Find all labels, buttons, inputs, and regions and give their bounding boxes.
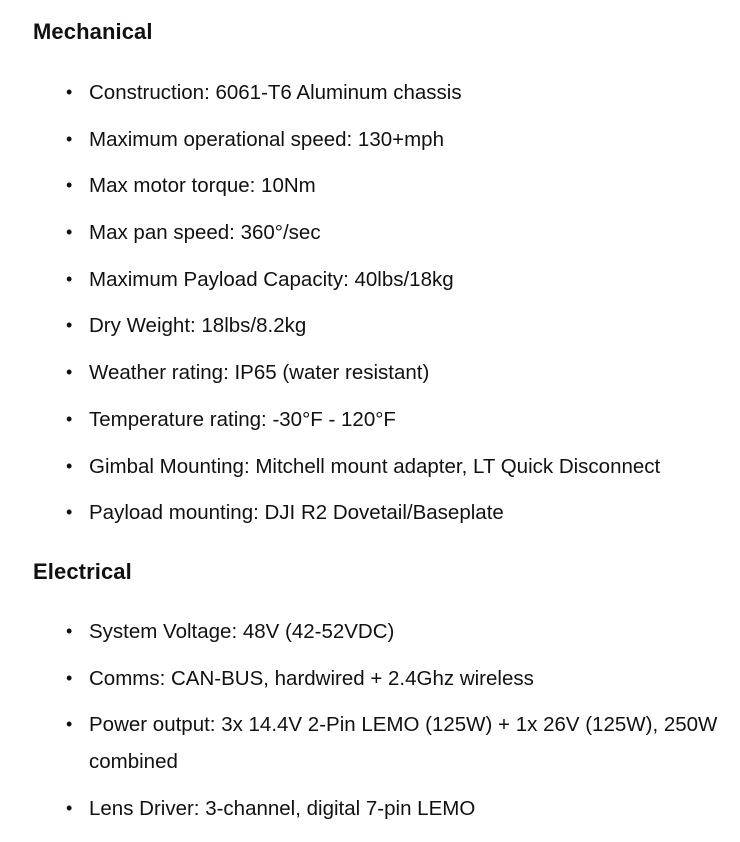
spec-item-text: Power output: 3x 14.4V 2-Pin LEMO (125W) + 1x 26V (125W), 250W combined (89, 713, 718, 774)
section-heading-mechanical: Mechanical (33, 19, 153, 44)
spec-item (0, 307, 740, 344)
bullet-icon: • (66, 798, 73, 819)
spec-item-text: Maximum operational speed: 130+mph (89, 127, 444, 151)
bullet-icon: • (66, 714, 73, 735)
bullet-icon: • (66, 128, 73, 149)
spec-item-text: Dry Weight: 18lbs/8.2kg (89, 314, 307, 338)
spec-item (0, 660, 740, 697)
spec-item (0, 448, 740, 485)
spec-list-mechanical (0, 74, 740, 531)
bullet-icon: • (66, 175, 73, 196)
spec-item (0, 401, 740, 438)
section-heading-electrical: Electrical (33, 559, 132, 584)
spec-item (0, 354, 740, 391)
bullet-icon: • (66, 621, 73, 641)
spec-item (0, 74, 740, 111)
spec-item (0, 214, 740, 251)
spec-item (0, 261, 740, 298)
spec-item (0, 706, 740, 780)
spec-item-text: Comms: CAN-BUS, hardwired + 2.4Ghz wireless (89, 666, 534, 690)
bullet-icon: • (66, 502, 73, 523)
spec-item (0, 613, 740, 650)
bullet-icon: • (66, 268, 73, 289)
spec-item-text: Weather rating: IP65 (water resistant) (89, 361, 430, 385)
spec-item-text: Max pan speed: 360°/sec (89, 221, 321, 245)
spec-list-electrical (0, 613, 740, 827)
spec-item-text: System Voltage: 48V (42-52VDC) (89, 620, 395, 643)
bullet-icon: • (66, 667, 73, 688)
bullet-icon: • (66, 408, 73, 429)
spec-item (0, 494, 740, 531)
spec-item-text: Payload mounting: DJI R2 Dovetail/Baseplate (89, 501, 504, 525)
bullet-icon: • (66, 315, 73, 336)
spec-item-text: Maximum Payload Capacity: 40lbs/18kg (89, 267, 454, 291)
spec-item (0, 790, 740, 827)
spec-item (0, 167, 740, 204)
spec-item-text: Max motor torque: 10Nm (89, 174, 316, 198)
spec-item-text: Construction: 6061-T6 Aluminum chassis (89, 81, 462, 104)
bullet-icon: • (66, 222, 73, 243)
spec-item-text: Temperature rating: -30°F - 120°F (89, 407, 396, 431)
spec-item-text: Gimbal Mounting: Mitchell mount adapter, LT Quick Disconnect (89, 454, 661, 478)
bullet-icon: • (66, 455, 73, 476)
bullet-icon: • (66, 82, 73, 102)
spec-item (0, 121, 740, 158)
spec-item-text: Lens Driver: 3-channel, digital 7-pin LEMO (89, 797, 476, 821)
bullet-icon: • (66, 362, 73, 383)
